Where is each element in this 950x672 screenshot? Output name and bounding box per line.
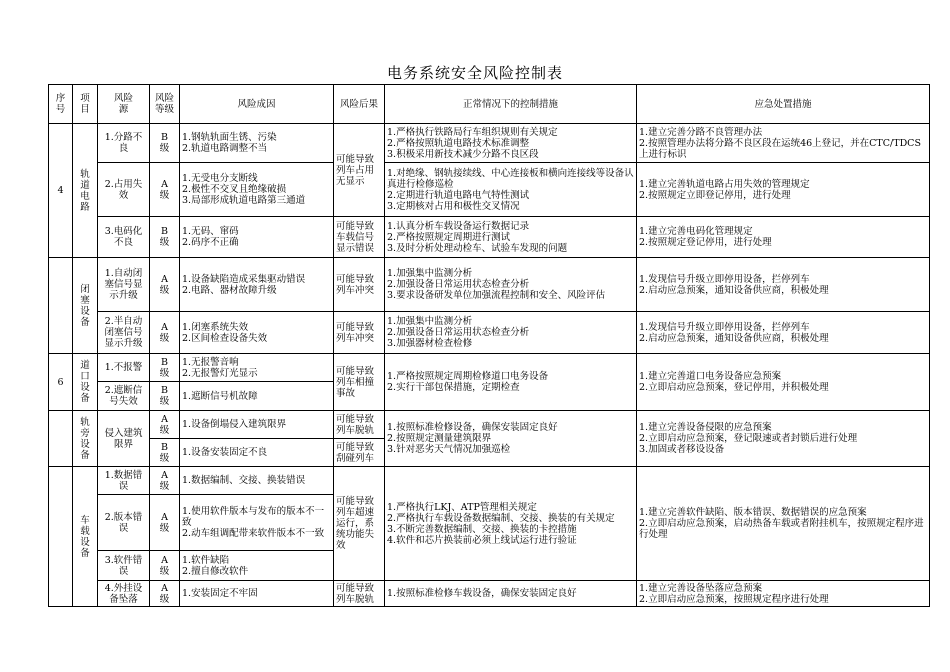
consequence-cell: 可能导致列车相撞事故 <box>334 354 385 411</box>
table-row <box>49 163 930 217</box>
normal-cell: 1.严格执行LKJ、ATP管理相关规定 2.严格执行车载设备数据编制、交接、换装的有关规定 3.不断完善数据编制、交接、换装的卡控措施 4.软件和芯片换装前必须上线试运行进行验证 <box>385 467 637 581</box>
level-cell: B级 <box>150 217 180 258</box>
cause-cell: 1.设备倒塌侵入建筑限界 <box>180 411 334 439</box>
consequence-cell: 可能导致列车脱轨 <box>334 411 385 439</box>
consequence-cell: 可能导致列车脱轨 <box>334 581 385 607</box>
seq-cell: 6 <box>49 354 73 411</box>
header-source: 风险源 <box>98 85 150 124</box>
table-row <box>49 354 930 382</box>
table-row <box>49 581 930 607</box>
level-cell: A级 <box>150 467 180 495</box>
emergency-cell: 1.发现信号升级立即停用设备，拦停列车 2.启动应急预案，通知设备供应商，积极处理 <box>637 258 930 312</box>
normal-cell: 1.加强集中监测分析 2.加强设备日常运用状态检查分析 3.加强器材检查检修 <box>385 312 637 354</box>
normal-cell: 1.按照标准检修设备，确保安装固定良好 2.按照规定测量建筑限界 3.针对恶劣天气情况加强巡检 <box>385 411 637 467</box>
cause-cell: 1.无码、窜码 2.码序不正确 <box>180 217 334 258</box>
emergency-cell: 1.建立完善软件缺陷、版本错误、数据错误的应急预案 2.立即启动应急预案，启动热备车载或者附挂机车，按照规定程序进行处理 <box>637 467 930 581</box>
emergency-cell: 1.建立完善轨道电路占用失效的管理规定 2.按照规定立即登记停用，进行处理 <box>637 163 930 217</box>
item-cell: 闭塞设备 <box>73 258 98 354</box>
source-cell: 3.软件错误 <box>98 551 150 581</box>
level-cell: A级 <box>150 551 180 581</box>
item-cell: 道口设备 <box>73 354 98 411</box>
table-row <box>49 258 930 312</box>
normal-cell: 1.严格按照规定周期检修道口电务设备 2.实行干部包保措施，定期检查 <box>385 354 637 411</box>
table-row <box>49 411 930 439</box>
level-cell: B级 <box>150 382 180 411</box>
normal-cell: 1.认真分析车载设备运行数据记录 2.严格按照规定周期进行测试 3.及时分析处理动检车、试验车发现的问题 <box>385 217 637 258</box>
header-item: 项目 <box>73 85 98 124</box>
consequence-cell: 可能导致列车冲突 <box>334 312 385 354</box>
consequence-cell: 可能导致刮碰列车 <box>334 439 385 467</box>
table-row <box>49 312 930 354</box>
header-consequence: 风险后果 <box>334 85 385 124</box>
consequence-cell: 可能导致列车冲突 <box>334 258 385 312</box>
cause-cell: 1.设备缺陷造成采集驱动错误 2.电路、器材故障升级 <box>180 258 334 312</box>
risk-control-table <box>48 84 930 607</box>
source-cell: 侵入建筑限界 <box>98 411 150 467</box>
cause-cell: 1.数据编制、交接、换装错误 <box>180 467 334 495</box>
level-cell: A级 <box>150 258 180 312</box>
level-cell: A级 <box>150 495 180 551</box>
source-cell: 2.版本错误 <box>98 495 150 551</box>
item-cell: 车载设备 <box>73 467 98 607</box>
consequence-cell: 可能导致列车超速运行，系统功能失效 <box>334 467 385 581</box>
cause-cell: 1.无报警音响 2.无报警灯光显示 <box>180 354 334 382</box>
table-row <box>49 217 930 258</box>
source-cell: 1.自动闭塞信号显示升级 <box>98 258 150 312</box>
item-cell: 轨道电路 <box>73 124 98 258</box>
emergency-cell: 1.发现信号升级立即停用设备，拦停列车 2.启动应急预案，通知设备供应商，积极处理 <box>637 312 930 354</box>
cause-cell: 1.无受电分支断线 2.极性不交叉且绝缘破损 3.局部形成轨道电路第三通道 <box>180 163 334 217</box>
level-cell: B级 <box>150 124 180 163</box>
cause-cell: 1.软件缺陷 2.擅自修改软件 <box>180 551 334 581</box>
source-cell: 1.数据错误 <box>98 467 150 495</box>
level-cell: B级 <box>150 439 180 467</box>
seq-cell <box>49 258 73 354</box>
level-cell: A级 <box>150 312 180 354</box>
emergency-cell: 1.建立完善道口电务设备应急预案 2.立即启动应急预案，登记停用，并积极处理 <box>637 354 930 411</box>
emergency-cell: 1.建立完善设备侵限的应急预案 2.立即启动应急预案，登记限速或者封锁后进行处理 3.加固或者移设设备 <box>637 411 930 467</box>
source-cell: 1.不报警 <box>98 354 150 382</box>
cause-cell: 1.闭塞系统失效 2.区间检查设备失效 <box>180 312 334 354</box>
source-cell: 2.占用失效 <box>98 163 150 217</box>
emergency-cell: 1.建立完善设备坠落应急预案 2.立即启动应急预案，按照规定程序进行处理 <box>637 581 930 607</box>
source-cell: 2.半自动闭塞信号显示升级 <box>98 312 150 354</box>
level-cell: A级 <box>150 411 180 439</box>
header-normal: 正常情况下的控制措施 <box>385 85 637 124</box>
table-row <box>49 467 930 495</box>
header-cause: 风险成因 <box>180 85 334 124</box>
source-cell: 4.外挂设备坠落 <box>98 581 150 607</box>
header-seq: 序号 <box>49 85 73 124</box>
level-cell: A级 <box>150 163 180 217</box>
normal-cell: 1.加强集中监测分析 2.加强设备日常运用状态检查分析 3.要求设备研发单位加强流程控制和安全、风险评估 <box>385 258 637 312</box>
emergency-cell: 1.建立完善电码化管理规定 2.按照规定登记停用，进行处理 <box>637 217 930 258</box>
normal-cell: 1.严格执行铁路局行车组织规则有关规定 2.严格按照轨道电路技术标准调整 3.积极采用新技术减少分路不良区段 <box>385 124 637 163</box>
consequence-cell: 可能导致列车占用无显示 <box>334 124 385 217</box>
normal-cell: 1.按照标准检修车载设备，确保安装固定良好 <box>385 581 637 607</box>
cause-cell: 1.安装固定不牢固 <box>180 581 334 607</box>
header-level: 风险等级 <box>150 85 180 124</box>
source-cell: 1.分路不良 <box>98 124 150 163</box>
normal-cell: 1.对绝缘、钢轨接续线、中心连接板和横向连接线等设备认真进行检修巡检 2.定期进行轨道电路电气特性测试 3.定期核对占用和极性交叉情况 <box>385 163 637 217</box>
emergency-cell: 1.建立完善分路不良管理办法 2.按照管理办法将分路不良区段在运统46上登记，并在CTC/TDCS上进行标识 <box>637 124 930 163</box>
level-cell: B级 <box>150 354 180 382</box>
source-cell: 3.电码化不良 <box>98 217 150 258</box>
seq-cell: 4 <box>49 124 73 258</box>
seq-cell <box>49 411 73 467</box>
cause-cell: 1.设备安装固定不良 <box>180 439 334 467</box>
cause-cell: 1.使用软件版本与发布的版本不一致 2.动车组调配带来软件版本不一致 <box>180 495 334 551</box>
header-emergency: 应急处置措施 <box>637 85 930 124</box>
seq-cell <box>49 467 73 607</box>
header-row <box>49 85 930 124</box>
cause-cell: 1.遮断信号机故障 <box>180 382 334 411</box>
cause-cell: 1.钢轨轨面生锈、污染 2.轨道电路调整不当 <box>180 124 334 163</box>
item-cell: 轨旁设备 <box>73 411 98 467</box>
table-row <box>49 124 930 163</box>
page-title: 电务系统安全风险控制表 <box>386 64 563 82</box>
source-cell: 2.遮断信号失效 <box>98 382 150 411</box>
level-cell: A级 <box>150 581 180 607</box>
consequence-cell: 可能导致车载信号显示错误 <box>334 217 385 258</box>
